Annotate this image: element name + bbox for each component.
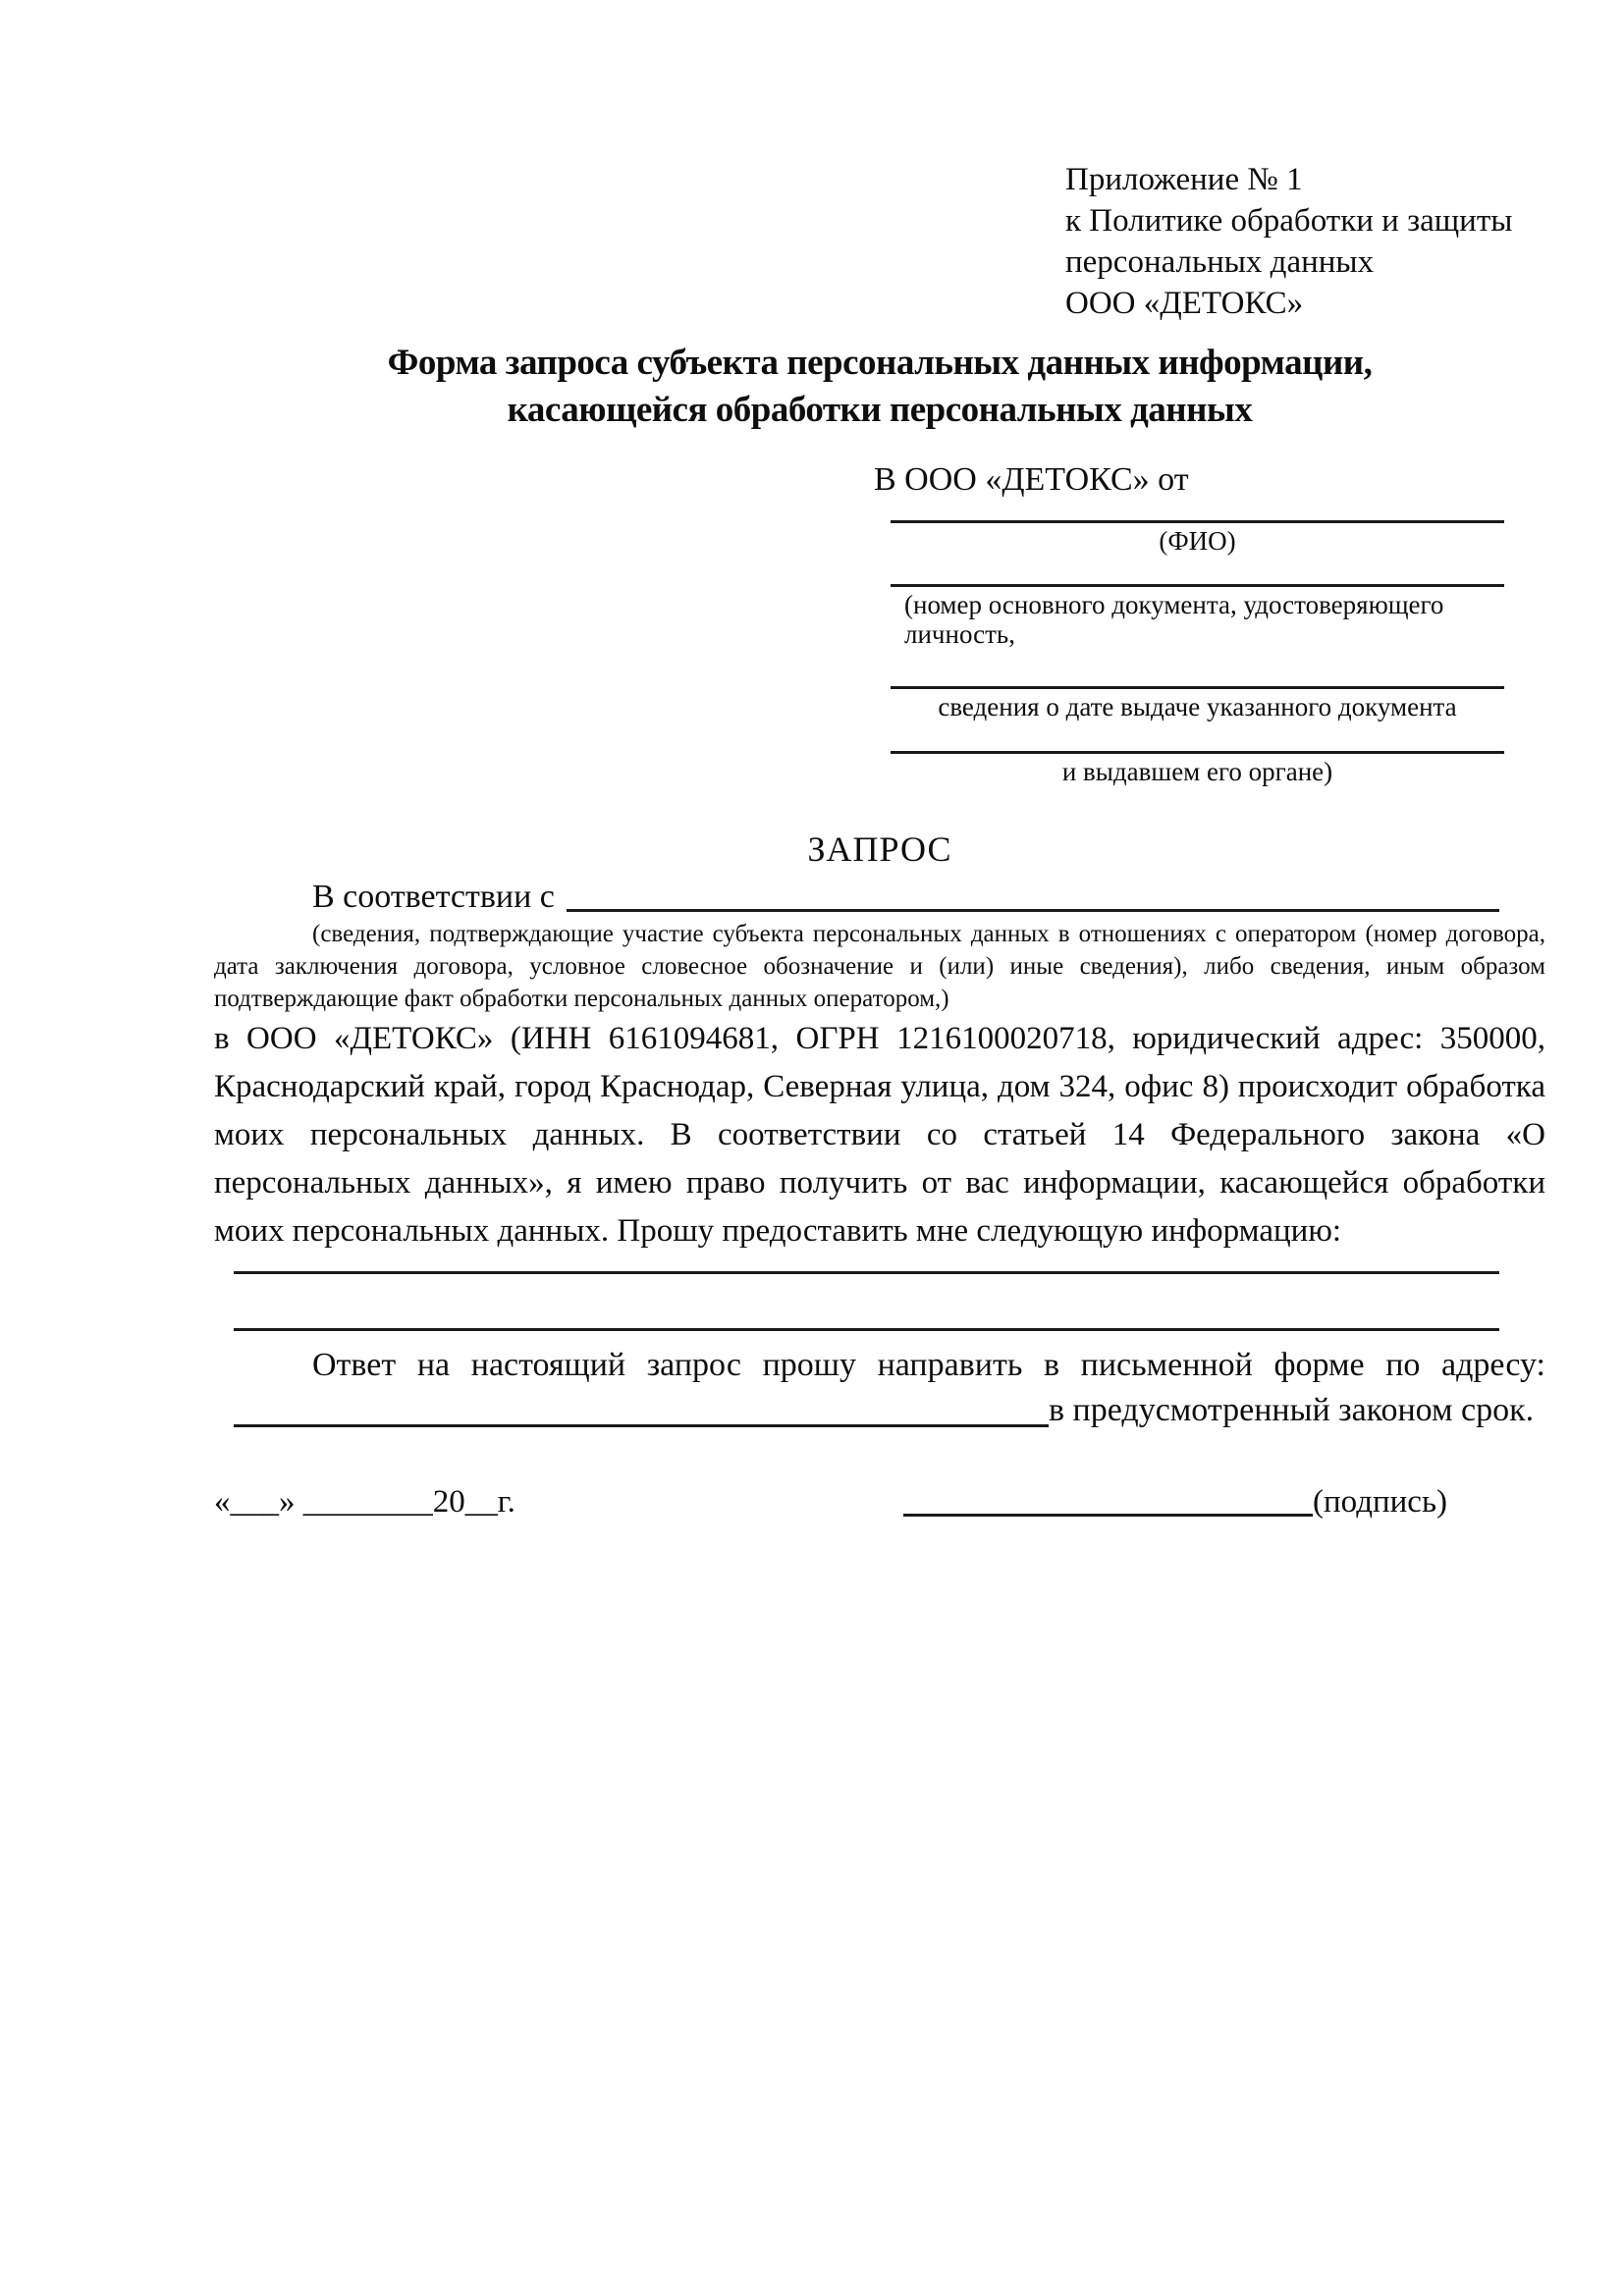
issue-date-field-line[interactable]: [891, 686, 1504, 689]
fio-field-line[interactable]: [891, 520, 1504, 523]
request-heading: ЗАПРОС: [807, 829, 952, 869]
fio-field-caption: (ФИО): [1159, 526, 1236, 556]
issue-date-field-caption: сведения о дате выдаче указанного документа: [938, 692, 1457, 721]
signature-caption: (подпись): [1313, 1484, 1447, 1520]
addressee-fields: [891, 520, 1504, 786]
requested-info-line-2[interactable]: [234, 1328, 1499, 1331]
issuing-authority-field-line[interactable]: [891, 751, 1504, 754]
addressee-line: В ООО «ДЕТОКС» от: [874, 461, 1189, 498]
signature-block: [903, 1480, 1447, 1523]
document-title-line: Форма запроса субъекта персональных данных информации,: [387, 343, 1373, 383]
reply-address-row: [214, 1388, 1545, 1433]
id-document-field-line[interactable]: [891, 584, 1504, 587]
date-signature-row: [214, 1480, 1545, 1523]
fio-field: [891, 520, 1504, 556]
document-title: [214, 340, 1545, 434]
requested-info-line-1[interactable]: [234, 1271, 1499, 1274]
issuing-authority-field: [891, 751, 1504, 786]
issuing-authority-field-caption: и выдавшем его органе): [1061, 757, 1333, 786]
basis-footnote: (сведения, подтверждающие участие субъекта персональных данных в отношениях с оператором (номер договора, дата заключения договора, условное словесное обозначение и (или) иные сведения), либо сведения, иным образом подтверждающие факт обработки персональных данных оператором,): [214, 921, 1545, 1012]
basis-sentence: [312, 877, 1545, 918]
basis-sentence-prefix: В соответствии с: [312, 879, 555, 915]
issue-date-field: [891, 686, 1504, 721]
annex-line: Приложение № 1: [1065, 162, 1303, 197]
annex-line: ООО «ДЕТОКС»: [1065, 286, 1304, 321]
annex-line: к Политике обработки и защиты: [1065, 203, 1513, 239]
signature-field-line[interactable]: [903, 1480, 1313, 1517]
annex-header: [1065, 159, 1545, 324]
reply-address-field-line[interactable]: [234, 1388, 1049, 1427]
document-title-line: касающейся обработки персональных данных: [507, 390, 1253, 430]
basis-field-line[interactable]: [567, 877, 1499, 912]
reply-address-sentence: Ответ на настоящий запрос прошу направить в письменной форме по адресу:: [312, 1347, 1545, 1383]
annex-line: персональных данных: [1065, 244, 1375, 280]
id-document-field: [891, 584, 1504, 649]
reply-deadline-text: в предусмотренный законом срок.: [1049, 1392, 1535, 1428]
id-document-field-caption: (номер основного документа, удостоверяющего личность,: [904, 590, 1444, 649]
date-placeholder[interactable]: «___» ________20__г.: [214, 1484, 515, 1520]
request-body-paragraph: в ООО «ДЕТОКС» (ИНН 6161094681, ОГРН 1216100020718, юридический адрес: 350000, Краснодарский край, город Краснодар, Северная улица, дом 324, офис 8) происходит обработка моих персональных данных. В соответствии со статьей 14 Федерального закона «О персональных данных», я имею право получить от вас информации, касающейся обработки моих персональных данных. Прошу предоставить мне следующую информацию:: [214, 1021, 1545, 1249]
